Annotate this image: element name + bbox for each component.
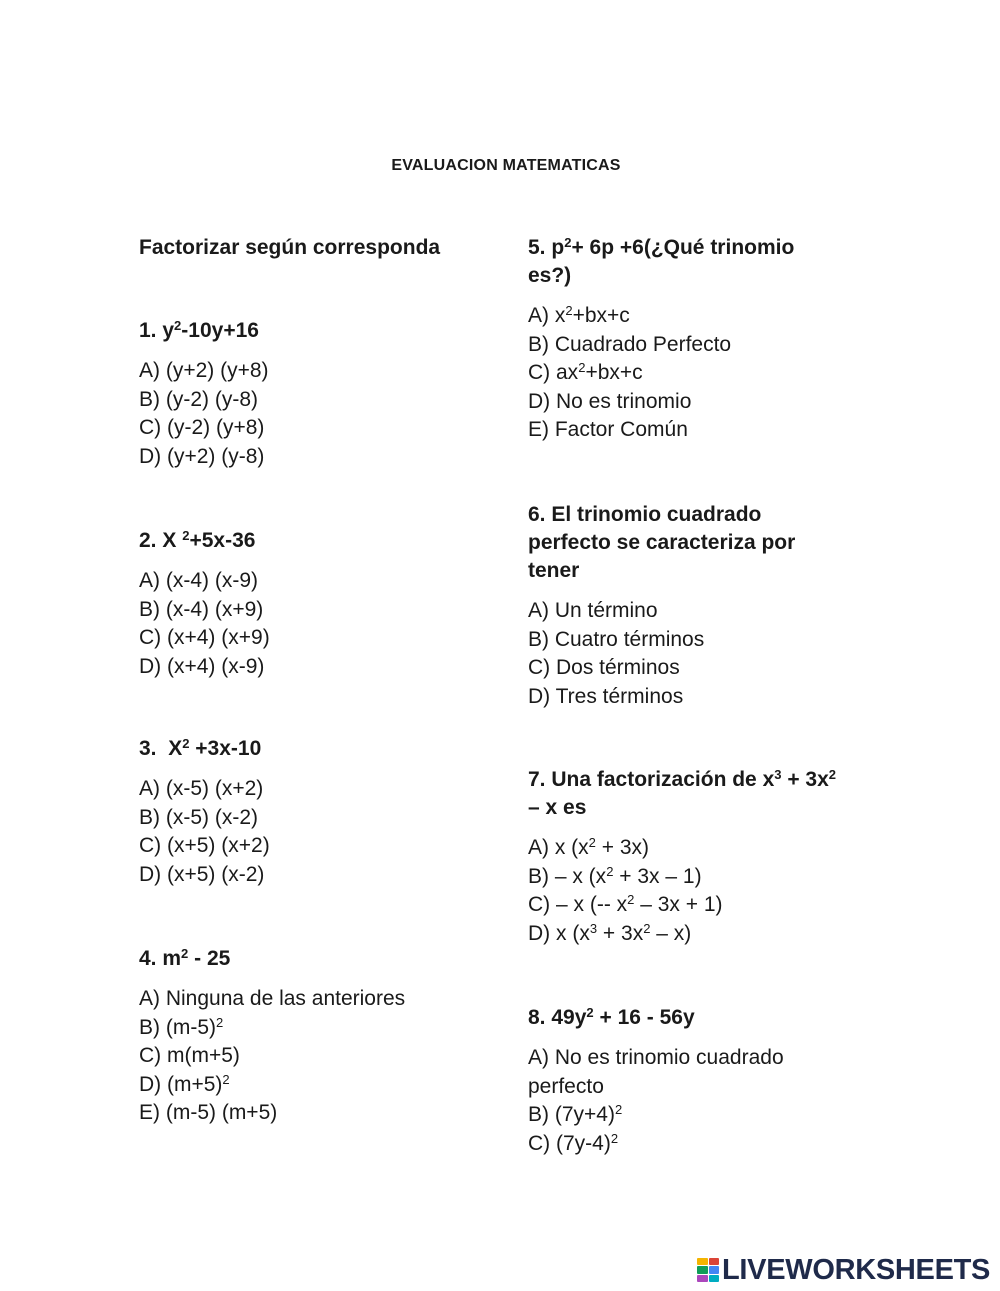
page-title: EVALUACION MATEMATICAS <box>391 157 621 174</box>
answer-option: B) (y-2) (y-8) <box>139 387 258 411</box>
logo-square <box>697 1258 708 1265</box>
instruction-text: Factorizar según corresponda <box>139 236 441 259</box>
question-expression: Una factorización de $x^3 + 3x^2 - x$ es <box>528 766 837 819</box>
answer-option: D) x $(x^3 + 3x^2 - x)$ <box>528 920 692 945</box>
answer-option: D) (x+5) (x-2) <box>139 862 265 886</box>
answer-option: B) $(m-5)^2$ <box>139 1014 224 1039</box>
question-5 <box>528 234 838 445</box>
option-list <box>139 567 489 681</box>
question-expression: $p^2+ 6p$ +6(¿Qué trinomio es?) <box>528 234 795 287</box>
question-expression: $m^2 - 25$ <box>162 945 231 970</box>
answer-option: D) (x+4) (x-9) <box>139 654 265 678</box>
question-prompt: 2. X $^2$+5x-36 <box>139 527 256 552</box>
answer-option: C) $(7y-4)^2$ <box>528 1130 619 1155</box>
logo-square <box>697 1266 708 1273</box>
answer-option: D) (y+2) (y-8) <box>139 444 265 468</box>
option-list <box>139 985 489 1128</box>
question-prompt: 7. Una factorización de $x^3 + 3x^2 - x$ es <box>528 766 837 819</box>
question-2 <box>139 527 489 681</box>
option-list <box>139 357 489 471</box>
answer-option: C) Dos términos <box>528 656 680 679</box>
question-prompt: 3. $X^2 +3x-10$ <box>139 735 262 760</box>
answer-option: A) $x^2+bx+c$ <box>528 302 630 327</box>
answer-option: A) (x-4) (x-9) <box>139 569 258 592</box>
question-prompt: 6. El trinomio cuadrado perfecto se caracteriza por tener <box>528 503 796 582</box>
answer-option: B) $(7y+4)^2$ <box>528 1101 623 1126</box>
question-prompt: 5. $p^2+ 6p$ +6(¿Qué trinomio es?) <box>528 234 795 287</box>
question-prompt: 4. $m^2 - 25$ <box>139 945 231 970</box>
answer-option: A) x $(x^2 + 3x)$ <box>528 834 650 859</box>
question-8 <box>528 1004 838 1158</box>
answer-option: D) Tres términos <box>528 684 684 708</box>
option-list <box>528 1044 838 1158</box>
answer-option: B) Cuadrado Perfecto <box>528 332 732 356</box>
instruction-block <box>139 234 489 262</box>
question-expression: $y^2-10y+16$ <box>162 317 259 342</box>
answer-option: A) Un término <box>528 599 658 622</box>
answer-option: D) $(m+5)^2$ <box>139 1071 230 1096</box>
answer-option: D) No es trinomio <box>528 389 692 413</box>
logo-square <box>709 1266 720 1273</box>
liveworksheets-logo <box>697 1255 990 1285</box>
option-list <box>528 302 838 445</box>
question-expression: $49y^2 + 16 - 56y$ <box>551 1004 695 1029</box>
answer-option: A) No es trinomio cuadrado perfecto <box>528 1046 784 1098</box>
answer-option: C) $ax^2+bx+c$ <box>528 359 643 384</box>
question-expression: $X^2 +3x-10$ <box>162 735 262 760</box>
question-prompt: 1. $y^2-10y+16$ <box>139 317 259 342</box>
logo-square <box>697 1275 708 1282</box>
question-4 <box>139 945 489 1128</box>
answer-option: E) (m-5) (m+5) <box>139 1101 278 1124</box>
option-list <box>528 597 838 711</box>
answer-option: C) m(m+5) <box>139 1044 240 1067</box>
question-7 <box>528 766 838 948</box>
logo-square <box>709 1275 720 1282</box>
question-6 <box>528 501 838 711</box>
answer-option: A) (x-5) (x+2) <box>139 777 264 800</box>
logo-mark-icon <box>697 1258 719 1282</box>
answer-option: B) Cuatro términos <box>528 627 705 651</box>
answer-option: B) (x-5) (x-2) <box>139 805 258 829</box>
answer-option: E) Factor Común <box>528 418 688 441</box>
answer-option: B) (x-4) (x+9) <box>139 597 264 621</box>
option-list <box>139 775 489 889</box>
answer-option: C) – x (-- $x^2 - 3x + 1$) <box>528 891 723 916</box>
answer-option: C) (y-2) (y+8) <box>139 416 265 439</box>
question-expression: X $^2$+5x-36 <box>162 527 256 552</box>
option-list <box>528 834 838 948</box>
logo-square <box>709 1258 720 1265</box>
answer-option: A) (y+2) (y+8) <box>139 359 269 382</box>
question-3 <box>139 735 489 889</box>
answer-option: B) – x $(x^2 + 3x - 1)$ <box>528 863 702 888</box>
answer-option: A) Ninguna de las anteriores <box>139 987 406 1010</box>
question-prompt: 8. $49y^2 + 16 - 56y$ <box>528 1004 695 1029</box>
question-expression: El trinomio cuadrado perfecto se caracteriza por tener <box>528 503 796 582</box>
question-1 <box>139 317 489 471</box>
answer-option: C) (x+5) (x+2) <box>139 834 270 857</box>
answer-option: C) (x+4) (x+9) <box>139 626 270 649</box>
logo-text: LIVEWORKSHEETS <box>722 1253 991 1286</box>
